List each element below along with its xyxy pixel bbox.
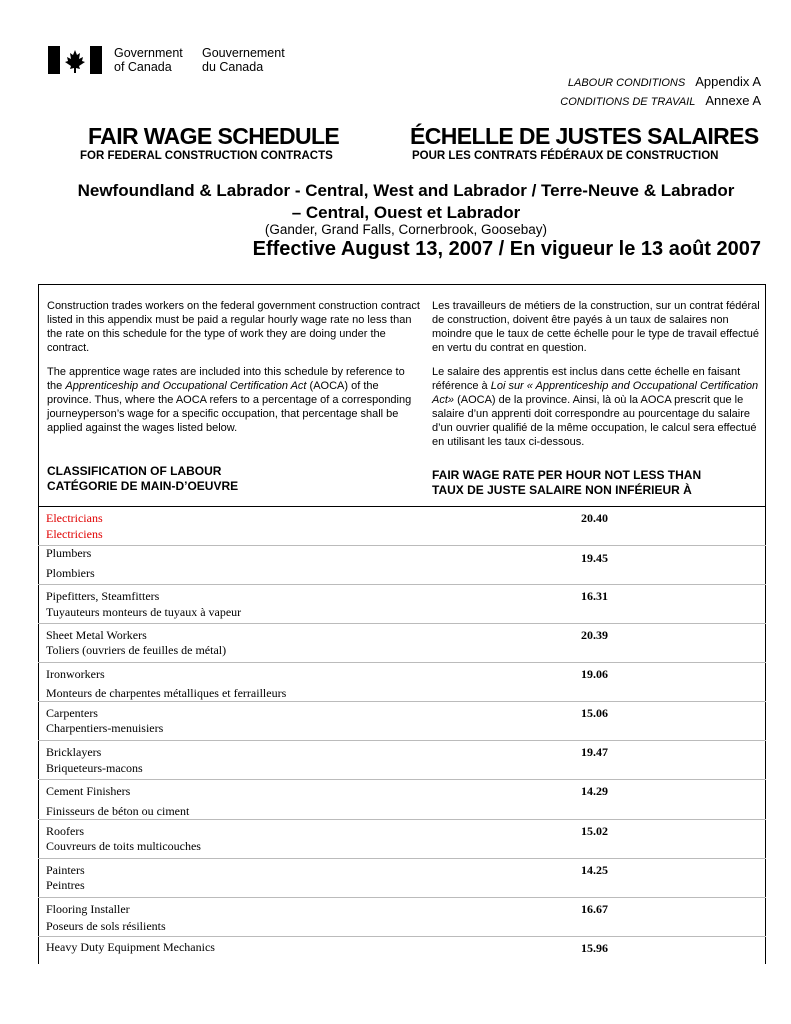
- trade-name-fr: Charpentiers-menuisiers: [46, 721, 164, 735]
- intro-fr-apprentice: Le salaire des apprentis est inclus dans cette échelle en faisant référence à Loi sur « Apprenticeship and Occupational Certification Act» (AOCA) de la province. Ainsi, là où la AOCA prescrit que le salaire d’un apprenti doit correspondre au pourcentage du salaire d’un ouvrier qualifié de la même occupation, le calcul sera effectué en utilisant les taux ci-dessous.: [432, 366, 759, 448]
- intro-en: Construction trades workers on the federal government construction contract listed in this appendix must be paid a regular hourly wage rate no less than the rate on this schedule for the type of work they are doing under the contract. The apprentice wage rates are included into this schedule by reference to the Apprenticeship and Occupational Certification Act (AOCA) of the province. Thus, where the AOCA refers to a percentage of a corresponding journeyperson’s wage for a specific occupation, that percentage shall be applied against the wages listed below.: [47, 299, 423, 445]
- wage-rate: 16.31: [581, 589, 608, 603]
- trade-name-fr: Couvreurs de toits multicouches: [46, 839, 201, 853]
- trade-name-en: Carpenters: [46, 706, 98, 720]
- subtitle-en: FOR FEDERAL CONSTRUCTION CONTRACTS: [80, 150, 333, 162]
- wage-rate: 16.67: [581, 902, 608, 916]
- gov-name-fr: Gouvernement du Canada: [202, 46, 285, 74]
- table-row: [38, 937, 766, 964]
- trade-name-fr: Tuyauteurs monteurs de tuyaux à vapeur: [46, 605, 242, 619]
- region-cities: (Gander, Grand Falls, Cornerbrook, Goosebay): [264, 222, 548, 237]
- gov-name-en: Government of Canada: [114, 46, 183, 74]
- trade-name-en: Ironworkers: [46, 667, 105, 681]
- trade-name-en: Bricklayers: [46, 745, 102, 759]
- trade-name-fr: Plombiers: [46, 566, 95, 580]
- trade-name-fr: Electriciens: [46, 527, 103, 541]
- trade-name-en: Plumbers: [46, 546, 92, 560]
- intro-en-apprentice: The apprentice wage rates are included into this schedule by reference to the Apprenticeship and Occupational Certification Act (AOCA) of the province. Thus, where the AOCA refers to a percentage of a corresponding journeyperson’s wage for a specific occupation, that percentage shall be applied against the wages listed below.: [47, 366, 412, 434]
- trade-name-fr: Finisseurs de béton ou ciment: [46, 804, 190, 818]
- appendix-label: LABOUR CONDITIONS Appendix A CONDITIONS DE TRAVAIL Annexe A: [560, 74, 761, 108]
- table-row: [38, 546, 766, 585]
- table-row: [38, 741, 766, 780]
- canada-flag-icon: [48, 46, 102, 74]
- trade-name-fr: Poseurs de sols résilients: [46, 919, 166, 933]
- title-fr: ÉCHELLE DE JUSTES SALAIRES: [410, 123, 759, 149]
- trade-name-en: Heavy Duty Equipment Mechanics: [46, 940, 215, 954]
- title-en: FAIR WAGE SCHEDULE: [88, 123, 340, 149]
- intro-fr: Les travailleurs de métiers de la construction, sur un contrat fédéral de construction, doivent être payés à un taux de salaires non moindre que le taux de cette échelle pour le type de travail effectué en vertu du contrat en question. Le salaire des apprentis est inclus dans cette échelle en faisant référence à Loi sur « Apprenticeship and Occupational Certification Act» (AOCA) de la province. Ainsi, là où la AOCA prescrit que le salaire d’un apprenti doit correspondre au pourcentage du salaire d’un ouvrier qualifié de la même occupation, le calcul sera effectué en utilisant les taux ci-dessous.: [432, 299, 762, 459]
- trade-name-en: Flooring Installer: [46, 902, 130, 916]
- wage-rate: 19.47: [581, 745, 608, 759]
- table-row: [38, 859, 766, 898]
- wage-rate: 19.45: [581, 551, 608, 565]
- region-heading: Newfoundland & Labrador - Central, West and Labrador / Terre-Neuve & Labrador – Central, Ouest et Labrador: [77, 181, 735, 222]
- wage-rate: 14.29: [581, 784, 608, 798]
- table-row: [38, 507, 766, 546]
- wage-rate: 20.40: [581, 511, 608, 525]
- table-row: [38, 898, 766, 937]
- trade-name-en: Cement Finishers: [46, 784, 131, 798]
- effective-date: Effective August 13, 2007 / En vigueur le 13 août 2007: [252, 238, 761, 260]
- trade-name-fr: Monteurs de charpentes métalliques et ferrailleurs: [46, 686, 287, 700]
- trade-name-en: Electricians: [46, 511, 103, 525]
- table-row: [38, 585, 766, 624]
- table-row: [38, 820, 766, 859]
- trade-name-fr: Peintres: [46, 878, 85, 892]
- wage-rate: 14.25: [581, 863, 608, 877]
- wage-rate: 15.96: [581, 941, 608, 955]
- column-header-classification: CLASSIFICATION OF LABOUR CATÉGORIE DE MAIN-D’OEUVRE: [47, 464, 239, 493]
- trade-name-en: Sheet Metal Workers: [46, 628, 147, 642]
- wage-rate: 15.06: [581, 706, 608, 720]
- wage-rate: 15.02: [581, 824, 608, 838]
- table-row: [38, 702, 766, 741]
- table-row: [38, 663, 766, 702]
- wage-rate: 19.06: [581, 667, 608, 681]
- table-row: [38, 624, 766, 663]
- wage-rate: 20.39: [581, 628, 608, 642]
- subtitle-fr: POUR LES CONTRATS FÉDÉRAUX DE CONSTRUCTION: [412, 150, 719, 162]
- table-row: [38, 780, 766, 820]
- trade-name-en: Pipefitters, Steamfitters: [46, 589, 160, 603]
- trade-name-en: Roofers: [46, 824, 84, 838]
- column-header-rate: FAIR WAGE RATE PER HOUR NOT LESS THAN TAUX DE JUSTE SALAIRE NON INFÉRIEUR À: [432, 468, 702, 497]
- trade-name-en: Painters: [46, 863, 85, 877]
- trade-name-fr: Briqueteurs-macons: [46, 761, 143, 775]
- trade-name-fr: Toliers (ouvriers de feuilles de métal): [46, 643, 227, 657]
